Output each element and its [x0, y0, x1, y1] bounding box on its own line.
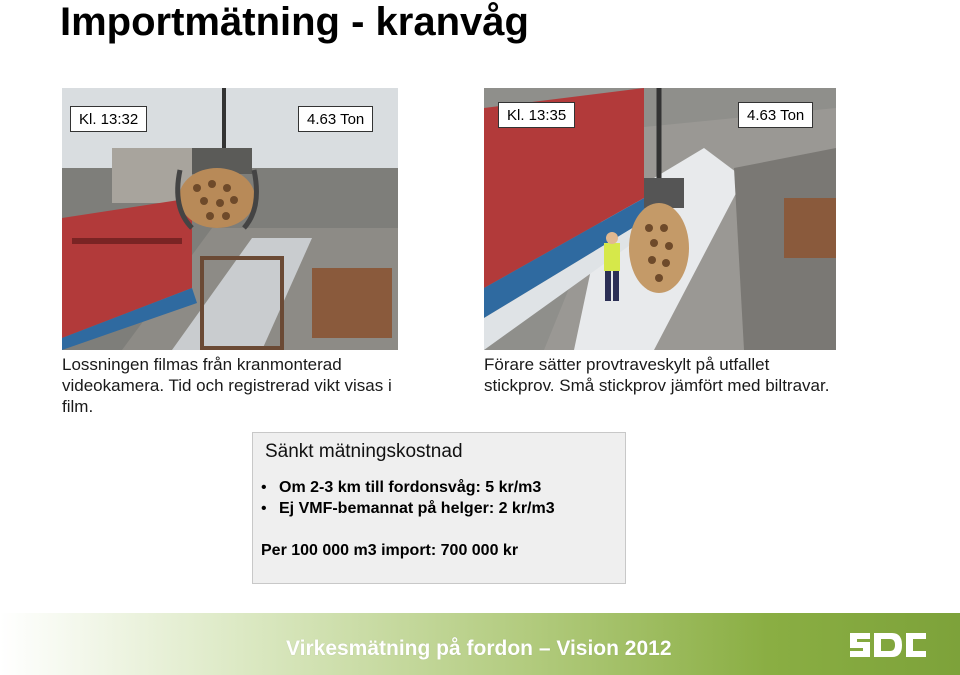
weight-label-right: 4.63 Ton	[738, 102, 813, 128]
sdc-logo	[848, 627, 928, 663]
footer-bar	[0, 613, 960, 675]
weight-label-left: 4.63 Ton	[298, 106, 373, 132]
crane-photo-right	[484, 88, 836, 350]
bullet-item: • Ej VMF-bemannat på helger: 2 kr/m3	[257, 498, 555, 519]
info-box-title: Sänkt mätningskostnad	[265, 441, 463, 462]
info-box-footer: Per 100 000 m3 import: 700 000 kr	[261, 542, 519, 559]
footer-text: Virkesmätning på fordon – Vision 2012	[286, 637, 672, 660]
cost-bullet-list	[257, 477, 555, 519]
bullet-item: • Om 2-3 km till fordonsvåg: 5 kr/m3	[257, 477, 555, 498]
caption-right: Förare sätter provtraveskylt på utfallet stickprov. Små stickprov jämfört med biltravar.	[484, 355, 830, 395]
time-label-right: Kl. 13:35	[498, 102, 575, 128]
caption-left: Lossningen filmas från kranmonterad videokamera. Tid och registrerad vikt visas i film.	[62, 355, 392, 416]
slide-title: Importmätning - kranvåg	[60, 0, 529, 44]
cost-info-box	[252, 432, 626, 584]
crane-photo-left	[62, 88, 398, 350]
time-label-left: Kl. 13:32	[70, 106, 147, 132]
